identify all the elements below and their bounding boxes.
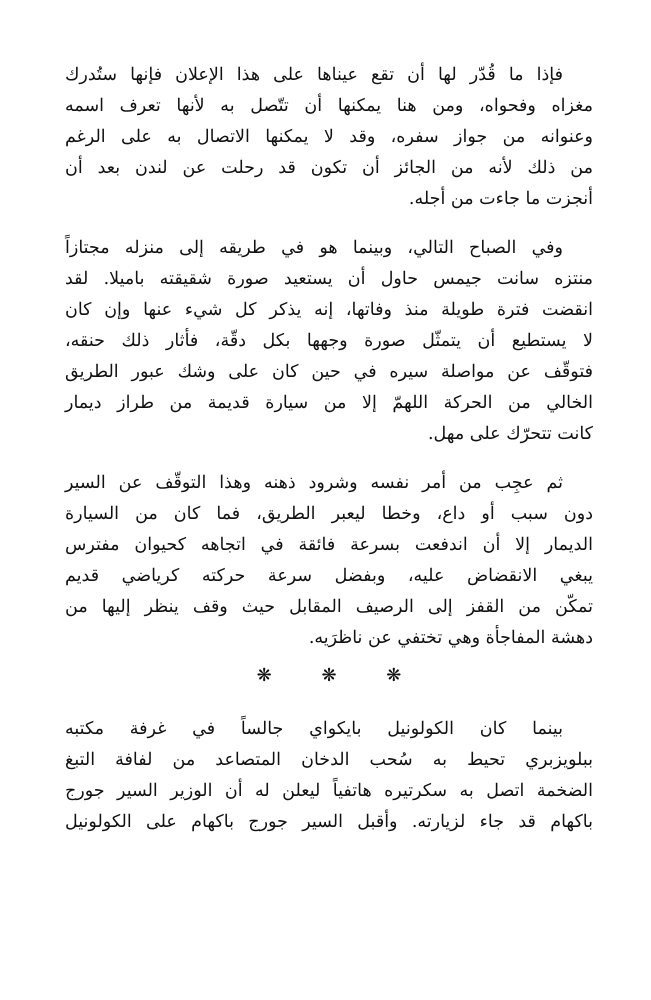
paragraph-2 (65, 233, 593, 450)
text-line: لا يستطيع أن يتمثّل صورة وجهها بكل دقّة، فأثار ذلك حنقه، (65, 331, 593, 351)
text-line: الخالي من الحركة اللهمّ إلا من سيارة قديمة من طراز ديمار (65, 393, 593, 413)
paragraph-gap (65, 450, 593, 468)
text-line: بينما كان الكولونيل بايكواي جالساً في غرفة مكتبه (65, 719, 563, 739)
paragraph-3 (65, 468, 593, 654)
text-line: وفي الصباح التالي، وبينما هو في طريقه إلى منزله مجتازاً (65, 238, 563, 258)
text-line: منتزه سانت جيمس حاول أن يستعيد صورة شقيقته باميلا. لقد (65, 269, 593, 289)
text-line: ثم عجِب من أمر نفسه وشرود ذهنه وهذا التوقّف عن السير (65, 473, 563, 493)
text-line: الديمار إلا أن اندفعت بسرعة فائقة في اتجاهه كحيوان مفترس (65, 535, 593, 555)
text-line: مغزاه وفحواه، ومن هنا يمكنها أن تتّصل به لأنها تعرف اسمه (65, 96, 593, 116)
text-line: وعنوانه من جواز سفره، وقد لا يمكنها الاتصال به على الرغم (65, 127, 593, 147)
text-line: انقضت فترة طويلة منذ وفاتها، إنه يذكر كل شيء عنها وإن كان (65, 300, 593, 320)
text-line: باكهام قد جاء لزيارته. وأقبل السير جورج باكهام على الكولونيل (65, 812, 593, 832)
text-line: دون سبب أو داع، وخطا ليعبر الطريق، فما كان من السيارة (65, 504, 593, 524)
text-line: كانت تتحرّك على مهل. (427, 424, 593, 444)
text-line: من ذلك لأنه من الجائز أن تكون قد رحلت عن لندن بعد أن (65, 158, 593, 178)
text-line: تمكّن من القفز إلى الرصيف المقابل حيث وقف ينظر إليها من (65, 597, 593, 617)
section-separator: ❋ ❋ ❋ (256, 665, 424, 686)
text-line: دهشة المفاجأة وهي تختفي عن ناظرَيه. (308, 628, 593, 648)
paragraph-1 (65, 60, 593, 215)
text-line: الضخمة اتصل به سكرتيره هاتفياً ليعلن له أن الوزير السير جورج (65, 781, 593, 801)
text-line: يبغي الانقضاض عليه، وبفضل سرعة حركته كرياضي قديم (65, 566, 593, 586)
text-line: أنجزت ما جاءت من أجله. (408, 189, 593, 209)
paragraph-gap (65, 215, 593, 233)
text-line: فإذا ما قُدّر لها أن تقع عيناها على هذا الإعلان فإنها ستُدرك (65, 65, 563, 85)
text-line: فتوقّف عن مواصلة سيره في حين كان على وشك عبور الطريق (65, 362, 593, 382)
paragraph-4 (65, 714, 593, 838)
text-line: ببلويزبري تحيط به سُحب الدخان المتصاعد من لفافة التبغ (65, 750, 593, 770)
book-page (65, 60, 593, 838)
